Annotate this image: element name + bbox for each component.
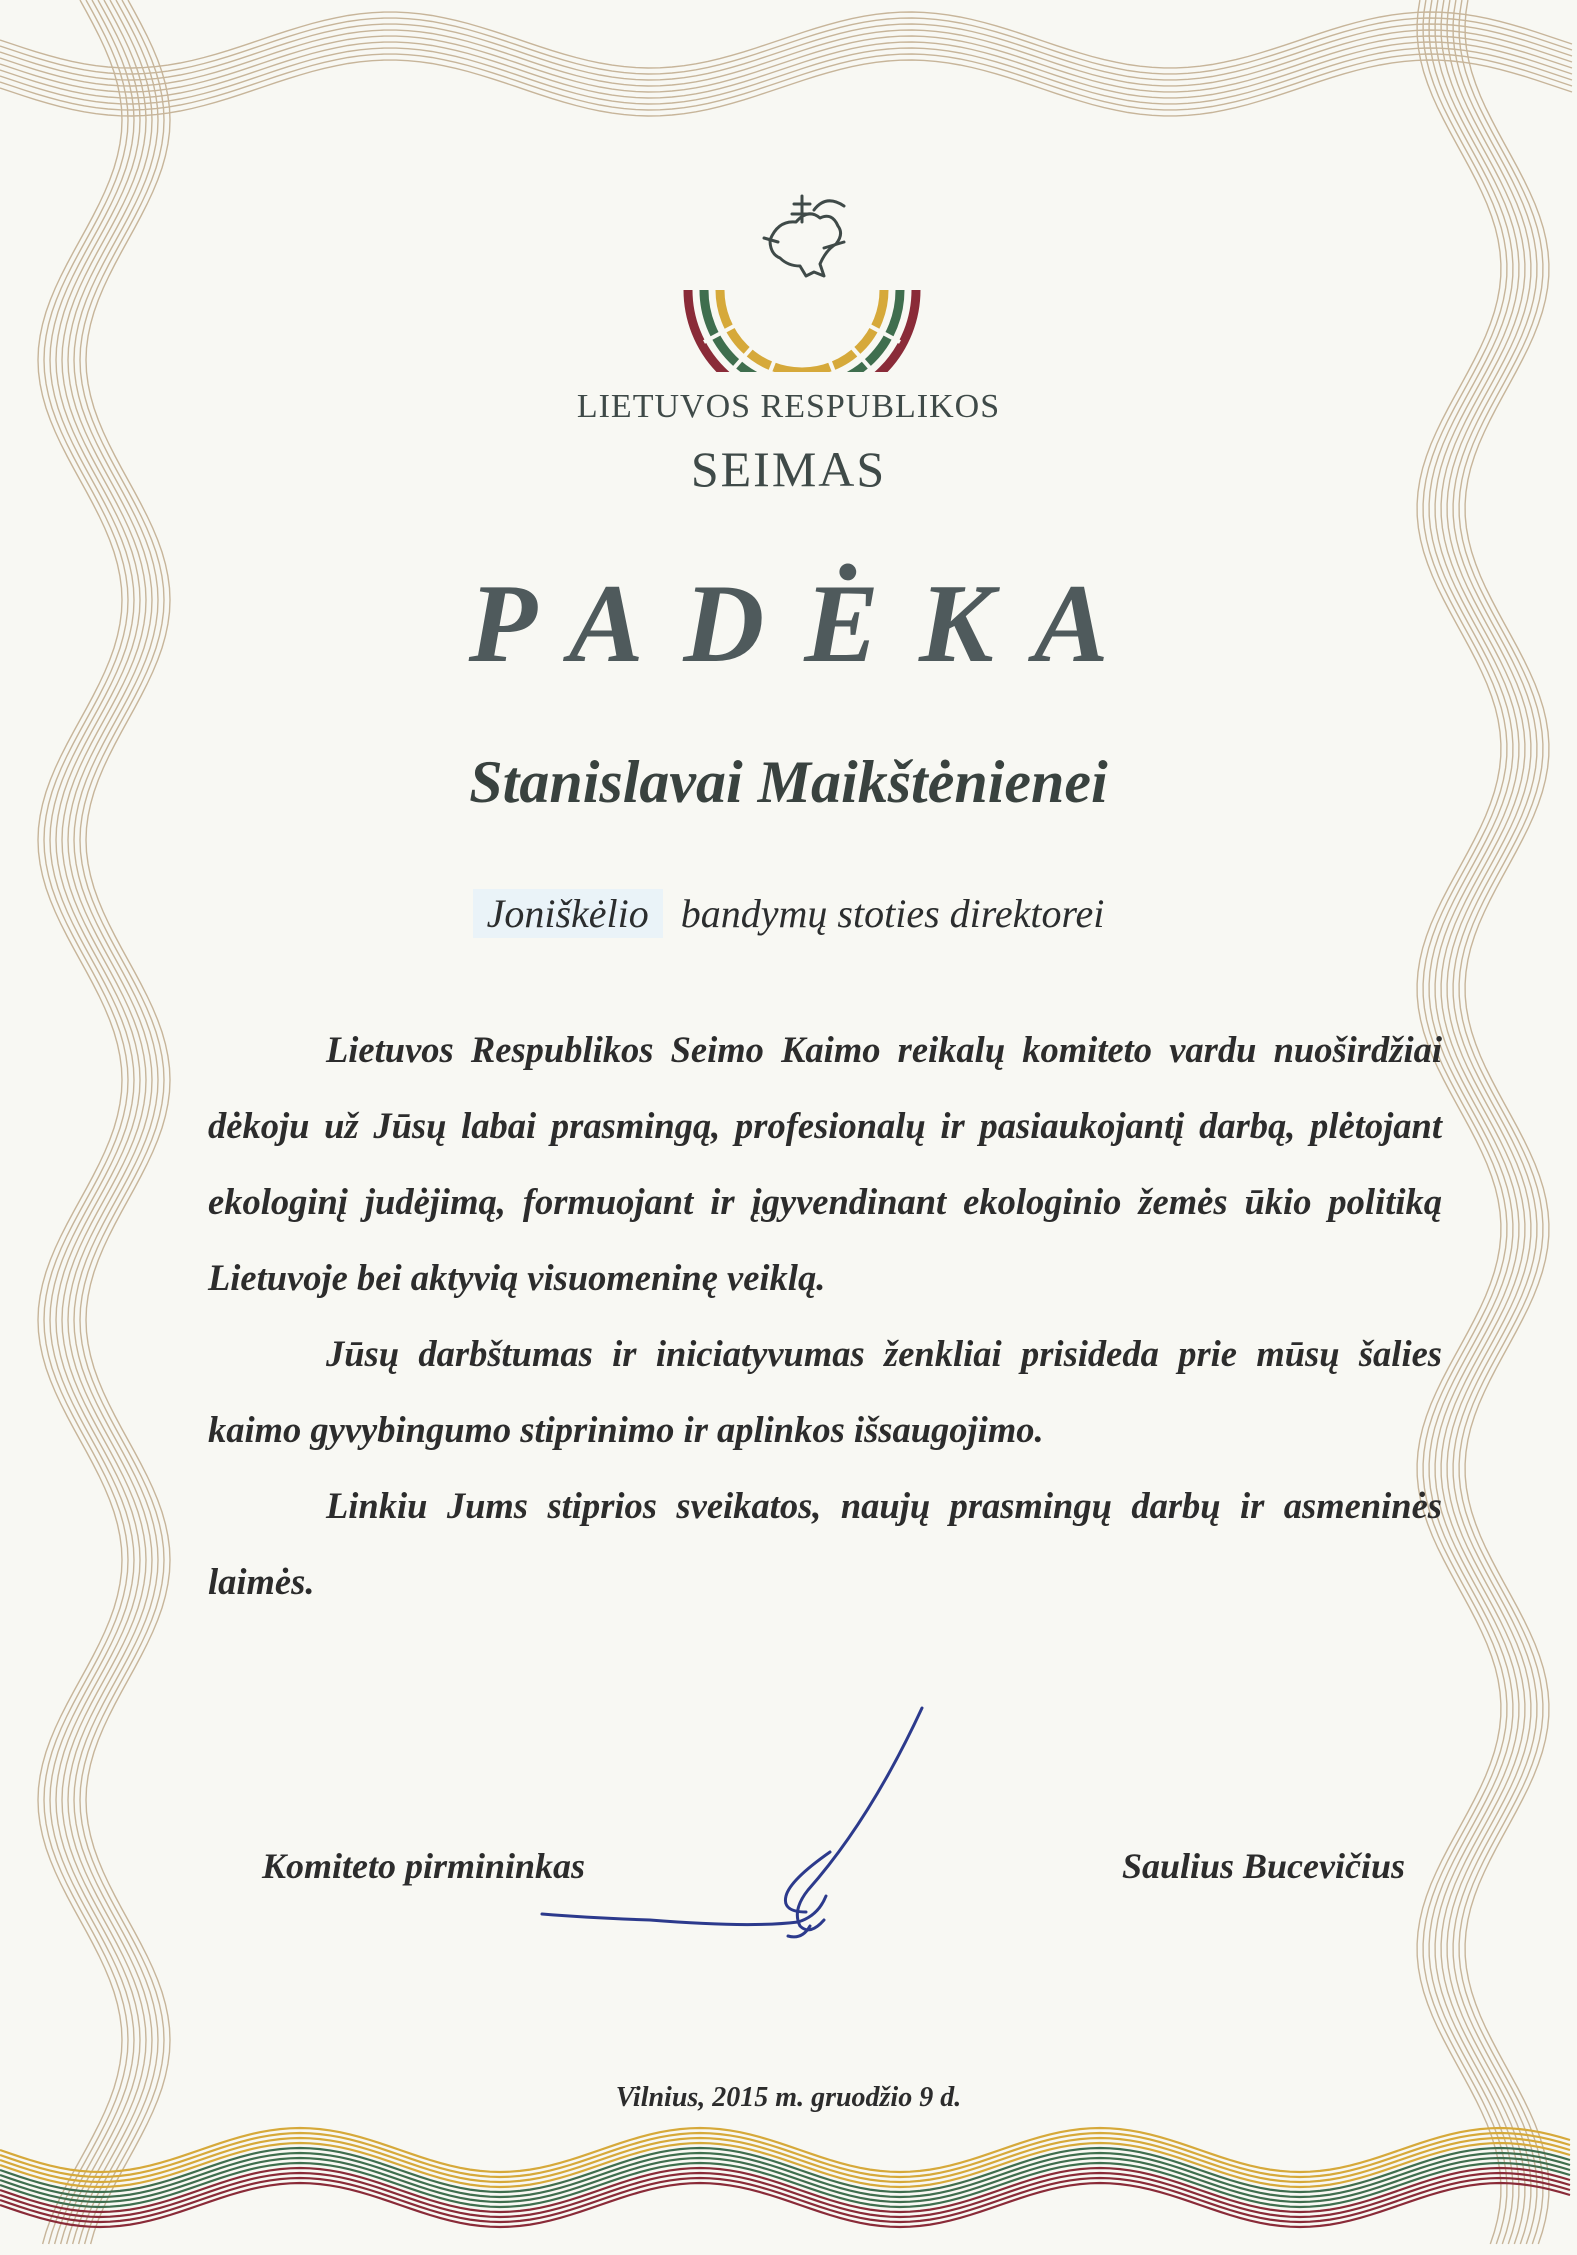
body-paragraph-3: Linkiu Jums stiprios sveikatos, naujų prasmingų darbų ir asmeninės laimės. <box>208 1485 1442 1602</box>
body-paragraph-1: Lietuvos Respublikos Seimo Kaimo reikalų komiteto vardu nuoširdžiai dėkoju už Jūsų labai prasmingą, profesionalų ir pasiaukojantį darbą, plėtojant ekologinį judėjimą, formuojant ir įgyvendinant ekologinio žemės ūkio politiką Lietuvoje bei aktyvią visuomeninę veiklą. <box>208 1029 1442 1298</box>
certificate-title: PADĖKA <box>468 562 1149 686</box>
place-date: Vilnius, 2015 m. gruodžio 9 d. <box>615 2082 962 2113</box>
certificate-body <box>208 1012 1442 1620</box>
recipient-name: Stanislavai Maikštėnienei <box>469 749 1108 815</box>
seimas-emblem-icon <box>674 172 930 372</box>
signatory-role: Komiteto pirmininkas <box>262 1846 586 1886</box>
recipient-position <box>0 890 1577 937</box>
position-highlighted-word: Joniškėlio <box>473 889 663 938</box>
emblem-title-line1: LIETUVOS RESPUBLIKOS <box>576 388 1001 425</box>
handwritten-signature-icon <box>530 1700 950 1960</box>
body-paragraph-2: Jūsų darbštumas ir iniciatyvumas ženkliai prisideda prie mūsų šalies kaimo gyvybingumo stiprinimo ir aplinkos išsaugojimo. <box>208 1333 1442 1450</box>
emblem-title-line2: SEIMAS <box>690 441 887 497</box>
position-rest: bandymų stoties direktorei <box>680 891 1105 936</box>
signatory-name: Saulius Bucevičius <box>1121 1846 1405 1886</box>
